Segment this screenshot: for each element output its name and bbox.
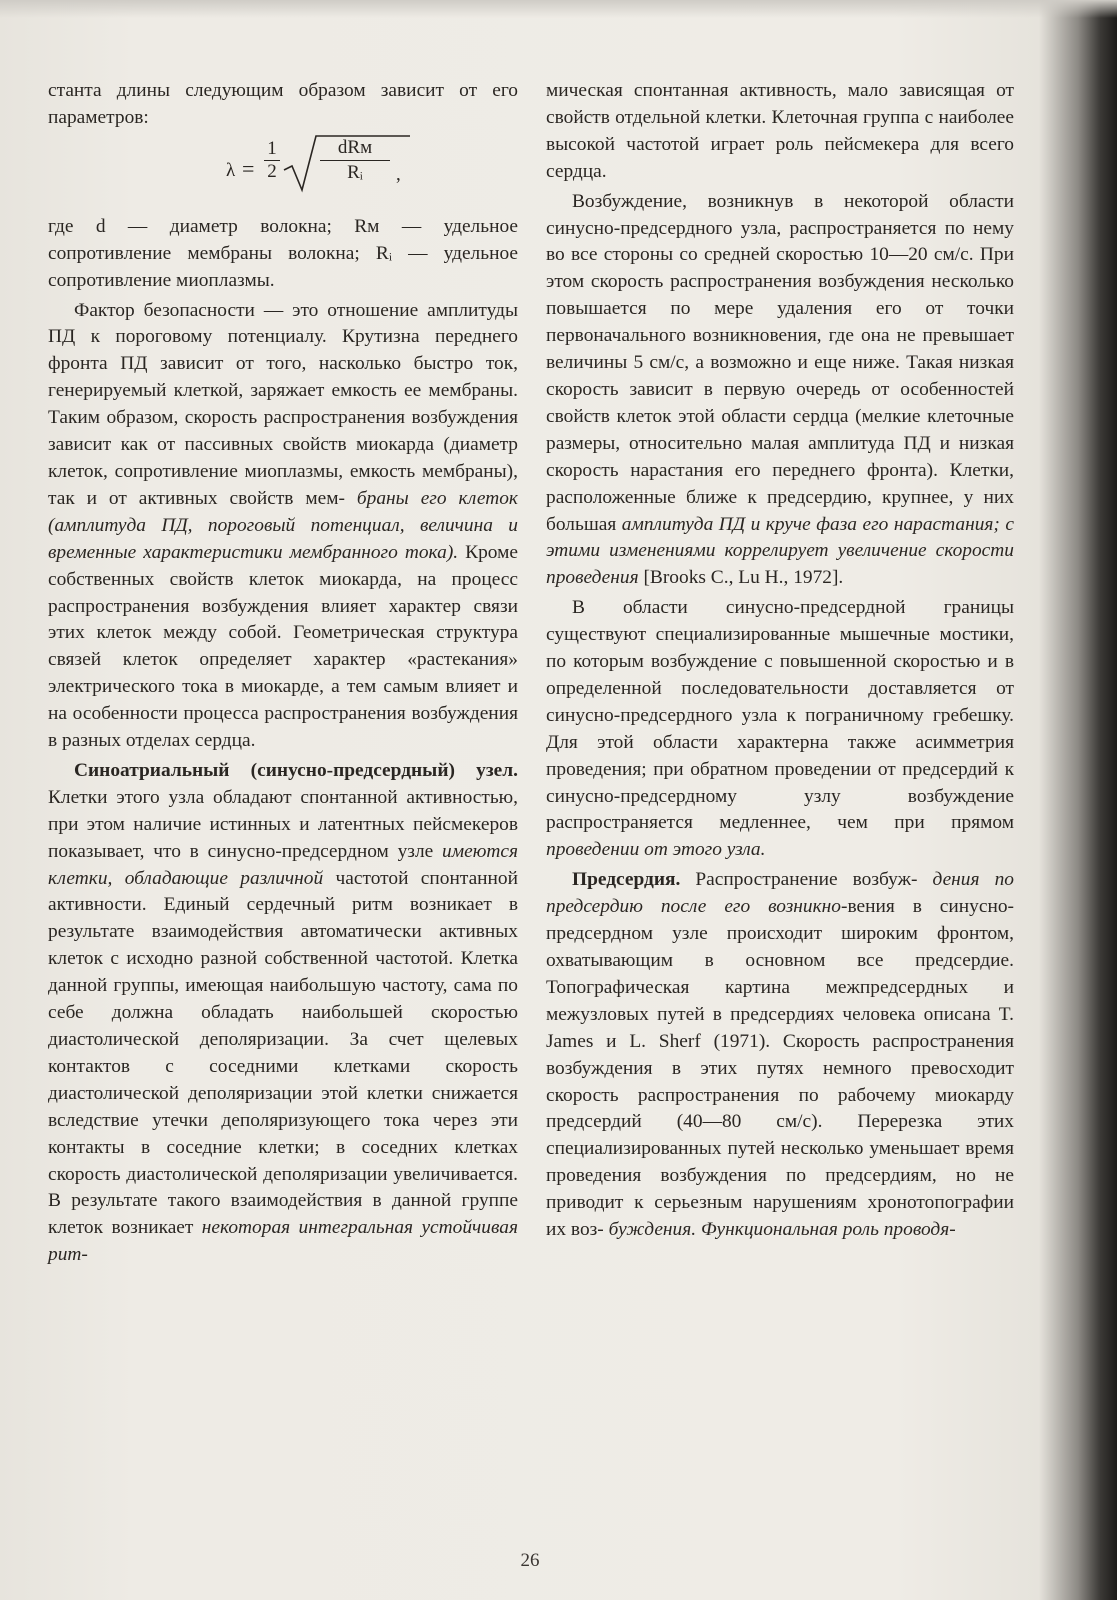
text-run: Фактор безопасности — это отношение амплитуды ПД к пороговому потенциалу. Крутизна переднего фронта ПД зависит от того, насколько быстро ток, генерируемый клеткой, заряжает емкость ее мембраны. Таким образом, скорость распространения возбуждения зависит как от пассивных свойств миокарда (диаметр клеток, сопротивление миоплазмы, емкость мембраны), так и от активных свойств мем- (48, 299, 518, 509)
text-run: В области синусно-предсердной границы существуют специализированные мышечные мостики, по которым возбуждение с повышенной скоростью и в определенной последовательности доставляется от синусно-предсердного узла к пограничному гребешку. Для этой области характерна также асимметрия проведения; при обратном проведении от предсердий к синусно-предсердному узлу возбуждение распространяется медленнее, чем при прямом (546, 597, 1014, 834)
formula-half (264, 138, 280, 183)
scan-shadow (0, 0, 1117, 18)
length-constant-formula (48, 132, 518, 214)
section-heading: Синоатриальный (синусно-предсердный) узел. (74, 759, 518, 781)
paragraph: мическая спонтанная активность, мало зависящая от свойств отдельной клетки. Клеточная группа с наиболее высокой частотой играет роль пейсмекера для всего сердца. (546, 80, 1014, 182)
italic-run: некоторая интегральная устойчивая рит- (48, 1217, 518, 1266)
italic-run: проведении от этого узла. (546, 839, 766, 861)
paragraph (48, 298, 518, 755)
text-run: Распространение возбуж- (680, 869, 918, 891)
italic-run: браны его клеток (амплитуда ПД, пороговый потенциал, величина и временные характеристики мембранного тока). (48, 487, 518, 563)
formula-one: 1 (267, 137, 277, 159)
left-column (48, 78, 518, 1269)
formula-two: 2 (267, 160, 277, 182)
text-run: частотой спонтанной активности. Единый сердечный ритм возникает в результате взаимодействия автоматически активных клеток с исходно разной собственной частотой. Клетка данной группы, имеющая наибольшую частоту, сама по себе должна обладать наибольшей скоростью диастолической деполяризации. За счет щелевых контактов с соседними клетками скорость диастолической деполяризации этой клетки снижается вследствие утечки деполяризующего тока через эти контакты в соседние клетки; в соседних клетках скорость диастолической деполяризации увеличивается. В результате такого взаимодействия в данной группе клеток возникает (48, 867, 518, 1239)
paragraph (48, 758, 518, 1269)
paragraph: где d — диаметр волокна; Rм — удельное сопротивление мембраны волокна; Rᵢ — удельное сопротивление миоплазмы. (48, 215, 518, 291)
page-number: 26 (520, 1550, 540, 1571)
paragraph: станта длины следующим образом зависит от его параметров: (48, 80, 518, 128)
formula-numerator: dRм (337, 136, 373, 158)
text-run: Кроме собственных свойств клеток миокарда, на процесс распространения возбуждения влияет характер связи этих клеток между собой. Геометрическая структура связей клеток определяет характер «растекания» электрического тока в миокарде, а тем самым влияет и на особенности процесса распространения возбуждения в разных отделах сердца. (48, 541, 518, 752)
italic-run: имеются клетки, обладающие различной (48, 840, 518, 889)
section-heading: Предсердия. (572, 869, 681, 891)
formula-equals: = (242, 155, 255, 181)
paragraph (546, 867, 1014, 1244)
formula-radicand (320, 136, 390, 185)
text-run: [Brooks C., Lu H., 1972]. (638, 567, 844, 589)
paragraph (546, 595, 1014, 864)
formula-lambda: λ (226, 159, 236, 181)
formula-comma: , (396, 163, 401, 185)
formula-denominator: Rᵢ (347, 161, 363, 183)
text-run: Клетки этого узла обладают спонтанной активностью, при этом наличие истинных и латентных пейсмекеров показывает, что в синусно-предсердном узле (48, 786, 518, 862)
right-column (546, 78, 1014, 1244)
text-run: вения в синусно-предсердном узле происходит широким фронтом, охватывающим в основном все предсердие. Топографическая картина межпредсердных и межузловых путей в предсердиях человека описана T. James и L. Sherf (1971). Скорость распространения возбуждения в этих путях немного превосходит скорость распространения по рабочему миокарду предсердий (40—80 см/с). Перерезка этих специализированных путей несколько уменьшает время проведения возбуждения по предсердиям, но не приводит к серьезным нарушениям хронотопографии их воз- (546, 896, 1014, 1241)
italic-run: амплитуда ПД и круче фаза его нарастания; с этими изменениями коррелирует увеличение скорости проведения (546, 513, 1014, 589)
italic-run: буждения. Функциональная роль проводя- (608, 1219, 956, 1241)
paragraph (546, 189, 1014, 593)
text-run: Возбуждение, возникнув в некоторой области синусно-предсердного узла, распространяется по нему во все стороны со средней скоростью 10—20 см/с. При этом скорость распространения возбуждения несколько повышается по мере удаления его от точки первоначального возникновения, где она не превышает величины 5 см/с, а возможно и еще ниже. Такая низкая скорость зависит в первую очередь от особенностей свойств клеток этой области сердца (мелкие клеточные размеры, относительно малая амплитуда ПД и низкая скорость нарастания его переднего фронта). Клетки, расположенные ближе к предсердию, крупнее, у них большая (546, 190, 1014, 535)
italic-run: дения по предсердию после его возникно- (546, 869, 1014, 918)
